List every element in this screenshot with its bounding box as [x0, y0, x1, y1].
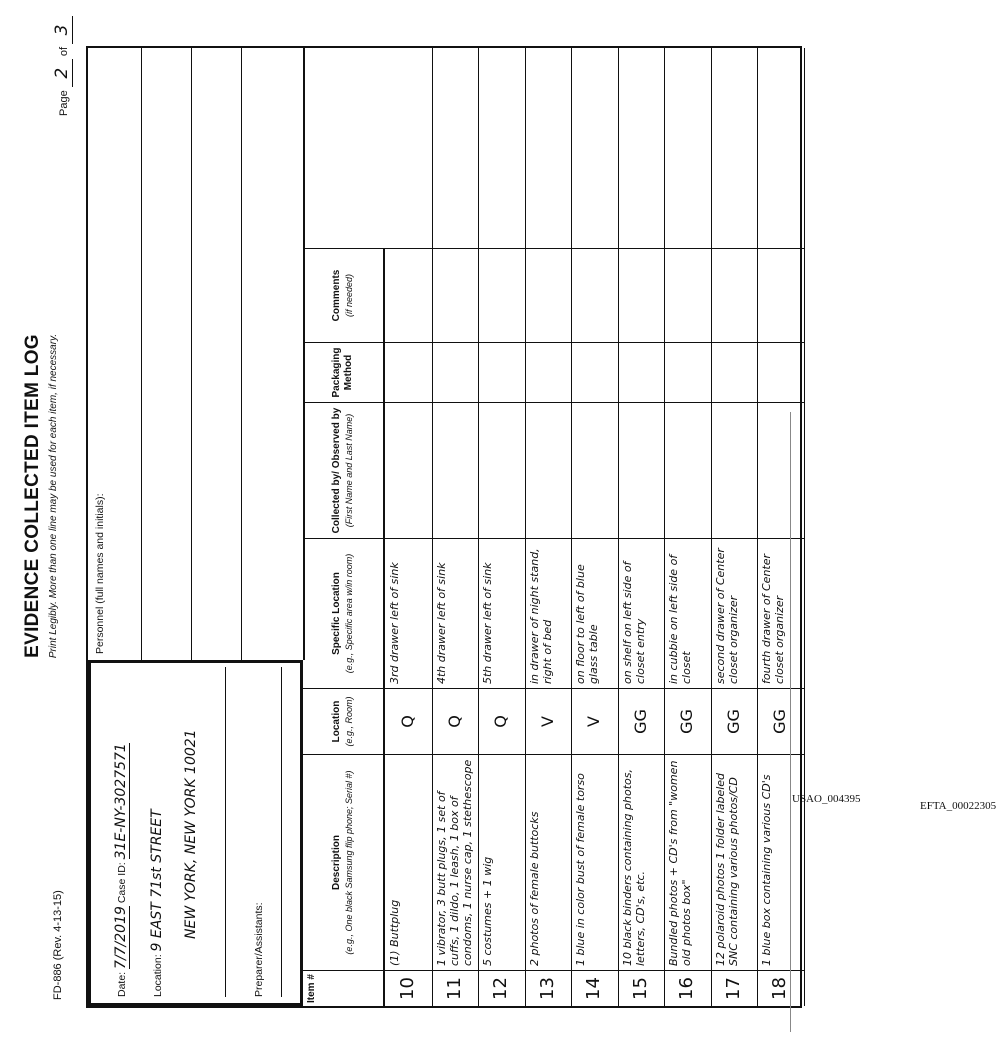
- col-comm-hint: (if needed): [344, 273, 354, 318]
- cell-desc[interactable]: 10 black binders containing photos, letters, CD's, etc.: [618, 754, 665, 970]
- cell-pack: [757, 342, 804, 402]
- cell-spec[interactable]: fourth drawer of Center closet organizer: [757, 538, 804, 688]
- cell-comm: [711, 248, 758, 342]
- cell-pack: [525, 342, 572, 402]
- table-row: [757, 48, 805, 1006]
- cell-desc[interactable]: (1) Buttplug: [385, 754, 432, 970]
- cell-coll: [525, 402, 572, 538]
- case-id-value[interactable]: 31E-NY-3027571: [113, 743, 129, 860]
- cell-desc[interactable]: Bundled photos + CD's from "women old photos box": [664, 754, 711, 970]
- cell-comm: [478, 248, 525, 342]
- cell-spec[interactable]: in drawer of night stand, right of bed: [525, 538, 572, 688]
- personnel-label: Personnel (full names and initials):: [94, 493, 106, 654]
- table-row: [432, 48, 480, 1006]
- cell-spec[interactable]: 5th drawer left of sink: [478, 538, 525, 688]
- cell-item[interactable]: 16: [664, 970, 711, 1006]
- col-comm-title: Comments: [331, 269, 342, 322]
- cell-coll: [618, 402, 665, 538]
- cell-loc[interactable]: Q: [432, 688, 479, 754]
- cell-desc[interactable]: 1 vibrator, 3 butt plugs, 1 set of cuffs, 1 dildo, 1 leash, 1 box of condoms, 1 nurse cap, 1 stethescope: [432, 754, 479, 970]
- location-value-1[interactable]: 9 EAST 71st STREET: [149, 809, 165, 952]
- cell-spec[interactable]: on floor to left of blue glass table: [571, 538, 618, 688]
- cell-comm: [432, 248, 479, 342]
- cell-item[interactable]: 15: [618, 970, 665, 1006]
- col-item-label: Item #: [306, 974, 317, 1003]
- cell-spec[interactable]: second drawer of Center closet organizer: [711, 538, 758, 688]
- cell-loc[interactable]: V: [571, 688, 618, 754]
- cell-spec[interactable]: in cubbie on left side of closet: [664, 538, 711, 688]
- cell-desc[interactable]: 12 polaroid photos 1 folder labeled SNC containing various photos/CD: [711, 754, 758, 970]
- cell-spec[interactable]: on shelf on left side of closet entry: [618, 538, 665, 688]
- case-id-label: Case ID:: [116, 862, 128, 904]
- col-header-collected-by: [303, 402, 385, 538]
- form-id: FD-886 (Rev. 4-13-15): [52, 890, 64, 1000]
- col-header-location: [303, 688, 385, 754]
- cell-pack: [618, 342, 665, 402]
- cell-loc[interactable]: GG: [664, 688, 711, 754]
- cell-coll: [711, 402, 758, 538]
- date-value[interactable]: 7/7/2019: [113, 906, 129, 969]
- cell-desc[interactable]: 5 costumes + 1 wig: [478, 754, 525, 970]
- cell-item[interactable]: 18: [757, 970, 804, 1006]
- cell-comm: [385, 248, 432, 342]
- cell-item[interactable]: 12: [478, 970, 525, 1006]
- table-row: [571, 48, 619, 1006]
- cell-item[interactable]: 11: [432, 970, 479, 1006]
- page-title: EVIDENCE COLLECTED ITEM LOG: [22, 334, 43, 658]
- personnel-box: [88, 48, 305, 660]
- cell-coll: [385, 402, 432, 538]
- cell-loc[interactable]: GG: [711, 688, 758, 754]
- cell-pack: [711, 342, 758, 402]
- col-coll-title: Collected by/ Observed by: [331, 407, 342, 534]
- col-header-comments: [303, 248, 385, 342]
- col-spec-hint: (e.g., Specific area w/in room): [344, 553, 354, 674]
- cell-comm: [525, 248, 572, 342]
- cell-spec[interactable]: 3rd drawer left of sink: [385, 538, 432, 688]
- location-value-2[interactable]: NEW YORK, NEW YORK 10021: [183, 729, 199, 939]
- cell-pack: [571, 342, 618, 402]
- personnel-line: [240, 48, 242, 660]
- col-header-specific-location: [303, 538, 385, 688]
- cell-comm: [618, 248, 665, 342]
- cell-coll: [664, 402, 711, 538]
- cell-comm: [571, 248, 618, 342]
- cell-loc[interactable]: GG: [618, 688, 665, 754]
- preparer-underline: [281, 667, 282, 997]
- col-pack-title: Packaging Method: [331, 347, 354, 398]
- col-loc-hint: (e.g., Room): [344, 696, 354, 747]
- table-row: [618, 48, 666, 1006]
- cell-coll: [478, 402, 525, 538]
- col-spec-title: Specific Location: [331, 572, 342, 655]
- col-coll-hint: (First Name and Last Name): [344, 413, 354, 528]
- table-row: [478, 48, 526, 1006]
- cell-item[interactable]: 17: [711, 970, 758, 1006]
- cell-coll: [571, 402, 618, 538]
- bates-number-2: EFTA_00022305: [920, 800, 996, 812]
- table-row: [711, 48, 759, 1006]
- cell-comm: [757, 248, 804, 342]
- location-underline: [225, 667, 226, 997]
- cell-loc[interactable]: GG: [757, 688, 804, 754]
- col-header-item: [303, 970, 385, 1006]
- cell-spec[interactable]: 4th drawer left of sink: [432, 538, 479, 688]
- date-label: Date:: [116, 971, 128, 997]
- cell-desc[interactable]: 1 blue box containing various CD's: [757, 754, 804, 970]
- personnel-line: [140, 48, 142, 660]
- table-row: [385, 48, 433, 1006]
- page-subtitle: Print Legibly. More than one line may be used for each item, if necessary.: [48, 333, 59, 659]
- col-header-packaging: [303, 342, 385, 402]
- table-row: [664, 48, 712, 1006]
- col-desc-hint: (e.g., One black Samsung flip phone; Serial #): [344, 770, 354, 955]
- preparer-label: Preparer/Assistants:: [253, 902, 265, 997]
- cell-coll: [757, 402, 804, 538]
- page-number: [52, 16, 73, 116]
- location-line: [149, 809, 165, 997]
- cell-pack: [664, 342, 711, 402]
- cell-comm: [664, 248, 711, 342]
- bates-number-1: USAO_004395: [792, 793, 861, 805]
- cell-item[interactable]: 14: [571, 970, 618, 1006]
- table-row: [525, 48, 573, 1006]
- col-loc-title: Location: [331, 700, 342, 743]
- cell-coll: [432, 402, 479, 538]
- cell-pack: [385, 342, 432, 402]
- evidence-log-form: [86, 46, 802, 1008]
- page-of-label: of: [58, 46, 70, 57]
- location-label: Location:: [152, 954, 164, 997]
- cell-loc[interactable]: Q: [385, 688, 432, 754]
- col-header-description: [303, 754, 385, 970]
- cell-desc[interactable]: 2 photos of female buttocks: [525, 754, 572, 970]
- cell-item[interactable]: 13: [525, 970, 572, 1006]
- scan-edge-line: [790, 412, 791, 1032]
- personnel-line: [190, 48, 192, 660]
- cell-loc[interactable]: Q: [478, 688, 525, 754]
- cell-pack: [478, 342, 525, 402]
- page-current: 2: [52, 59, 73, 87]
- cell-loc[interactable]: V: [525, 688, 572, 754]
- cell-item[interactable]: 10: [385, 970, 432, 1006]
- col-desc-title: Description: [331, 835, 342, 891]
- page-total: 3: [52, 16, 73, 44]
- cell-pack: [432, 342, 479, 402]
- case-info-box: [88, 660, 303, 1006]
- page-label: Page: [58, 90, 70, 116]
- date-line: [113, 743, 129, 997]
- cell-desc[interactable]: 1 blue in color bust of female torso: [571, 754, 618, 970]
